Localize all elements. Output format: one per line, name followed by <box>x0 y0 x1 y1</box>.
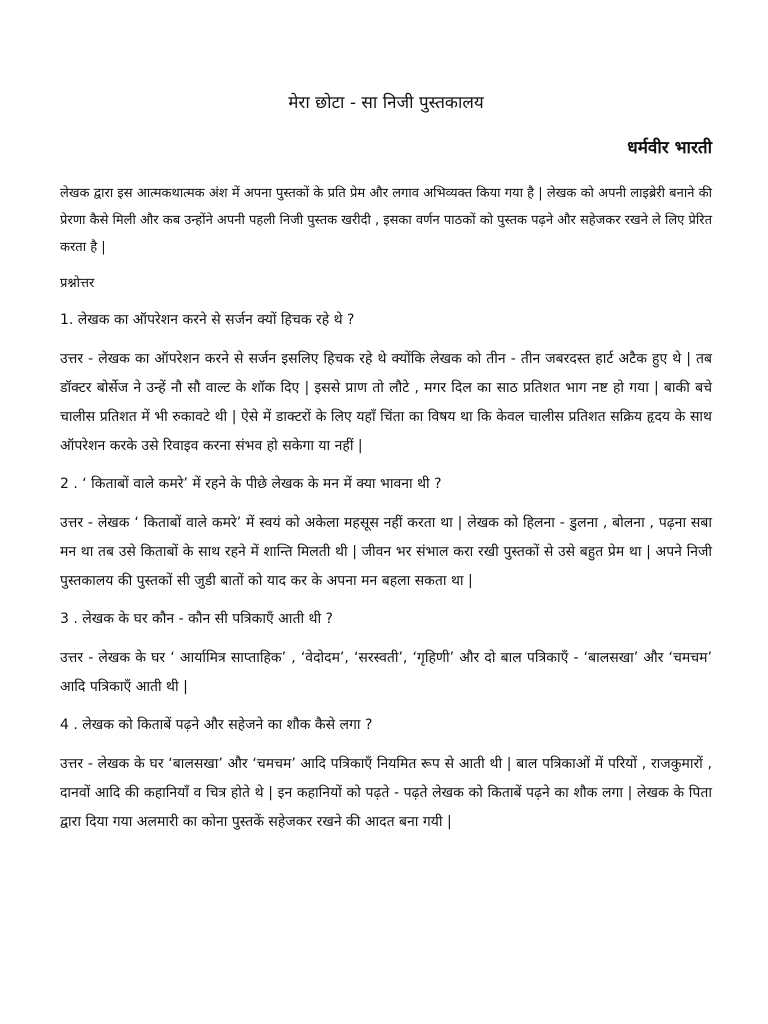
answer-2: उत्तर - लेखक ‘ किताबों वाले कमरे’ में स्वयं को अकेला महसूस नहीं करता था | लेखक को हिलना - डुलना , बोलना , पढ़ना सबा मन था तब उसे किताबों के साथ रहने में शान्ति मिलती थी | जीवन भर संभाल करा रखी पुस्तकों से उसे बहुत प्रेम था | अपने निजी पुस्तकालय की पुस्तकों सी जुडी बातों को याद कर के अपना मन बहला सकता था | <box>60 515 712 589</box>
question-1: 1. लेखक का ऑपरेशन करने से सर्जन क्यों हिचक रहे थे ? <box>60 312 355 328</box>
answer-4: उत्तर - लेखक के घर ‘बालसखा’ और ‘चमचम’ आदि पत्रिकाएँ नियमित रूप से आती थी | बाल पत्रिकाओं में परियों , राजकुमारों , दानवों आदि की कहानियाँ व चित्र होते थे | इन कहानियों को पढ़ते - पढ़ते लेखक को किताबें पढ़ने का शौक लगा | लेखक के पिता द्वारा दिया गया अलमारी का कोना पुस्तकें सहेजकर रखने की आदत बना गयी | <box>60 756 712 830</box>
section-label: प्रश्नोत्तर <box>60 276 95 291</box>
question-4: 4 . लेखक को किताबें पढ़ने और सहेजने का शौक कैसे लगा ? <box>60 717 373 733</box>
author-name: धर्मवीर भारती <box>627 138 712 158</box>
question-2: 2 . ‘ किताबों वाले कमरे’ में रहने के पीछे लेखक के मन में क्या भावना थी ? <box>60 476 442 492</box>
intro-paragraph: लेखक द्वारा इस आत्मकथात्मक अंश में अपना पुस्तकों के प्रति प्रेम और लगाव अभिव्यक्त किया गया है | लेखक को अपनी लाइब्रेरी बनाने की प्रेरणा कैसे मिली और कब उन्होंने अपनी पहली निजी पुस्तक खरीदी , इसका वर्णन पाठकों को पुस्तक पढ़ने और सहेजकर रखने ले लिए प्रेरित करता है | <box>60 186 712 255</box>
document-title: मेरा छोटा - सा निजी पुस्तकालय <box>288 93 484 113</box>
answer-1: उत्तर - लेखक का ऑपरेशन करने से सर्जन इसलिए हिचक रहे थे क्योंकि लेखक को तीन - तीन जबरदस्त हार्ट अटैक हुए थे | तब डॉक्टर बोर्सेज ने उन्हें नौ सौ वाल्ट के शॉक दिए | इससे प्राण तो लौटे , मगर दिल का साठ प्रतिशत भाग नष्ट हो गया | बाकी बचे चालीस प्रतिशत में भी रुकावटे थी | ऐसे में डाक्टरों के लिए यहाँ चिंता का विषय था कि केवल चालीस प्रतिशत सक्रिय हृदय के साथ ऑपरेशन करके उसे रिवाइव करना संभव हो सकेगा या नहीं | <box>60 351 712 454</box>
question-3: 3 . लेखक के घर कौन - कौन सी पत्रिकाएँ आती थी ? <box>60 611 333 627</box>
answer-3: उत्तर - लेखक के घर ‘ आर्यामित्र साप्ताहिक’ , ‘वेदोदम’, ‘सरस्वती’, ‘गृहिणी’ और दो बाल पत्रिकाएँ - ‘बालसखा’ और ‘चमचम’ आदि पत्रिकाएँ आती थी | <box>60 650 712 695</box>
